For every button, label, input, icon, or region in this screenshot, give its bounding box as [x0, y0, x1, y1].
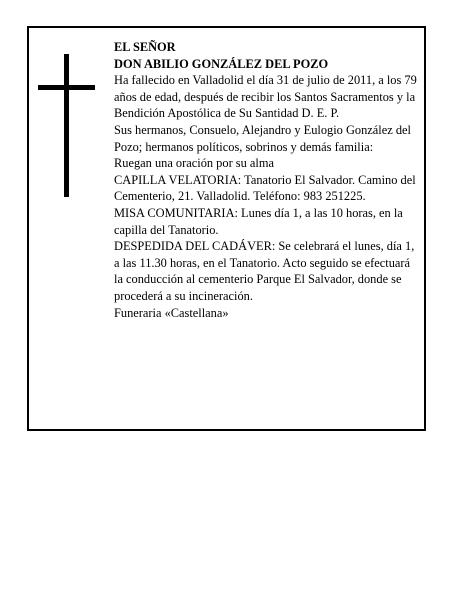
prayer-request: Ruegan una oración por su alma — [114, 156, 274, 171]
heading-title: EL SEÑOR — [114, 40, 176, 54]
deceased-name: DON ABILIO GONZÁLEZ DEL POZO — [114, 56, 329, 71]
family-paragraph: Sus hermanos, Consuelo, Alejandro y Eulogio González del Pozo; hermanos políticos, sobrinos y demás familia: — [114, 122, 411, 154]
mass-info: MISA COMUNITARIA: Lunes día 1, a las 10 horas, en la capilla del Tanatorio. — [114, 205, 403, 237]
chapel-info: CAPILLA VELATORIA: Tanatorio El Salvador. Camino del Cementerio, 21. Valladolid. Teléfono: 983 251225. — [114, 172, 416, 204]
obituary-text — [114, 39, 419, 321]
death-announcement: Ha fallecido en Valladolid el día 31 de julio de 2011, a los 79 años de edad, después de recibir los Santos Sacramentos y la Bendición Apostólica de Su Santidad D. E. P. — [114, 73, 417, 121]
funeral-home: Funeraria «Castellana» — [114, 305, 229, 320]
farewell-info: DESPEDIDA DEL CADÁVER: Se celebrará el lunes, día 1, a las 11.30 horas, en el Tanatorio. Acto seguido se efectuará la conducción al cementerio Parque El Salvador, donde se procederá a su incineración. — [114, 239, 415, 303]
